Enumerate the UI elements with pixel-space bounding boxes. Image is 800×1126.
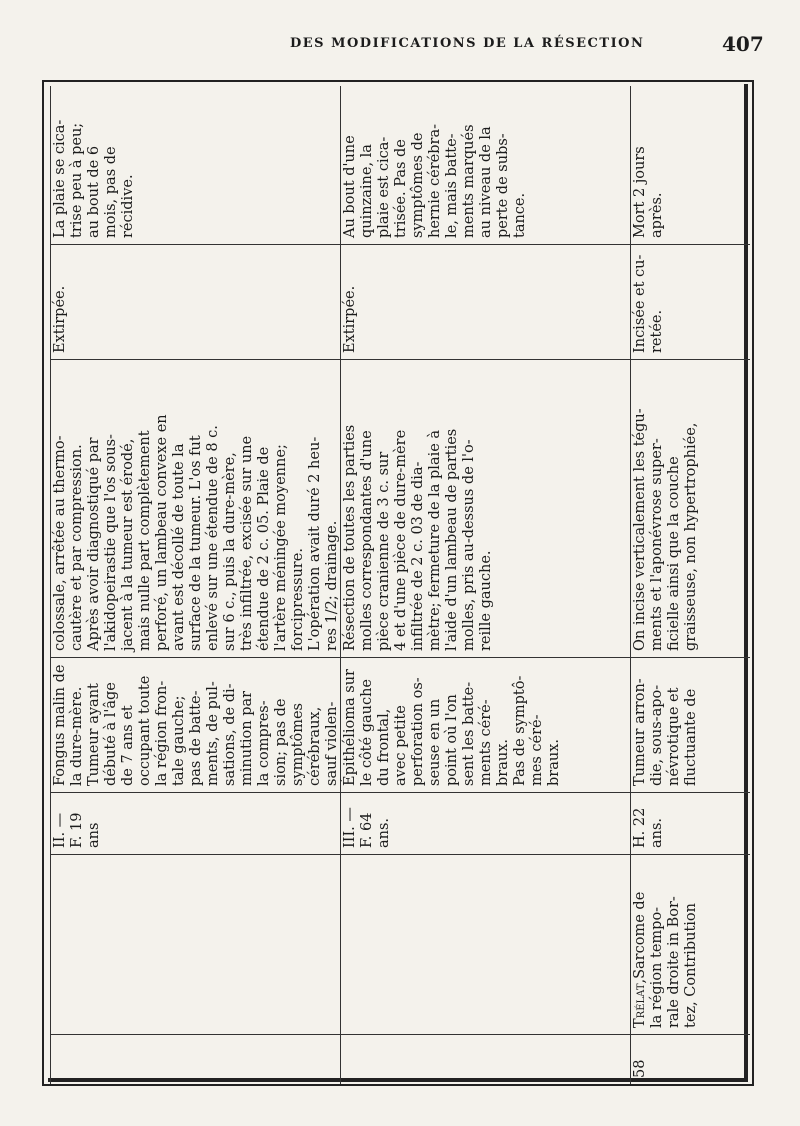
row1-case: II. — F. 19 ans — [52, 812, 102, 848]
row1-dura: Extirpée. — [52, 285, 68, 353]
row2-operation: Résection de toutes les parties molles correspondantes d'une pièce cranienne de 3 c. sur 4 et d'une pièce de dure-mère infiltrée de 2 c. 03 de dia- mètre; fermeture de la plaie à l'aide d'un lambeau de parties molles, pris au-dessus de l'o- reille gauche. — [342, 424, 494, 651]
row2-case: III. — F. 64 ans. — [342, 807, 392, 848]
running-title: DES MODIFICATIONS DE LA RÉSECTION — [290, 36, 645, 51]
row3-case: H. 22 ans. — [632, 807, 665, 848]
row1-result: La plaie se cica- trise peu à peu; au bout de 6 mois, pas de récidive. — [52, 119, 136, 238]
row2-dura: Extirpée. — [342, 285, 358, 353]
page-number: 407 — [722, 32, 764, 56]
row3-tumor: Tumeur arron- die, sous-apo- névrotique et fluctuante de — [632, 678, 699, 786]
rotated-table — [50, 86, 750, 1084]
row1-author — [50, 854, 340, 1034]
row3-author-name: Trélat, — [632, 978, 648, 1028]
row1-tumor: Fongus malin de la dure-mère. Tumeur ayant débuté à l'âge de 7 ans et occupant toute la région fron- tale gauche; pas de batte- ments, de pul- sations, de di- minution par la compres- sion; pas de symptômes cérébraux, sauf violen- — [52, 664, 340, 786]
row3-result: Mort 2 jours après. — [632, 146, 665, 238]
row2-tumor: Épithélioma sur le côté gauche du frontal, avec petite perforation os- seuse en un point où l'on sent les batte- ments céré- braux. Pas de symptô- mes céré- braux. — [342, 669, 562, 786]
row2-result: Au bout d'une quinzaine, la plaie est cica- trisée. Pas de symptômes de hernie cérébra- le, mais batte- ments marqués au niveau de la perte de subs- tance. — [342, 124, 528, 238]
row3-author — [630, 854, 750, 1034]
row1-operation: colossale, arrêtée au thermo- cautère et par compression. Après avoir diagnostiqué par l'akidopeirastie que l'os sous- jacent à la tumeur est érodé, mais nulle part complètement perforé, un lambeau convexe en avant est décollé de toute la surface de la tumeur. L'os fut enlevé sur une étendue de 8 c. sur 6 c., puis la dure-mère, très infiltrée, excisée sur une étendue de 2 c. 05. Plaie de l'artère méningée moyenne; forcipressure. L'opération avait duré 2 heu- res 1/2; drainage. — [52, 414, 340, 651]
running-head — [0, 0, 800, 62]
row3-operation: On incise verticalement les tégu- ments et l'aponévrose super- ficielle ainsi que la couche graisseuse, non hypertrophiée, — [632, 408, 699, 651]
row2-author — [340, 854, 630, 1034]
row3-dura: Incisée et cu- retée. — [632, 254, 665, 353]
row3-number: 58 — [632, 1059, 648, 1078]
row3-author-text: Sarcome de la région tempo- rale droite in Bor- tez, Contribution — [632, 891, 699, 1028]
